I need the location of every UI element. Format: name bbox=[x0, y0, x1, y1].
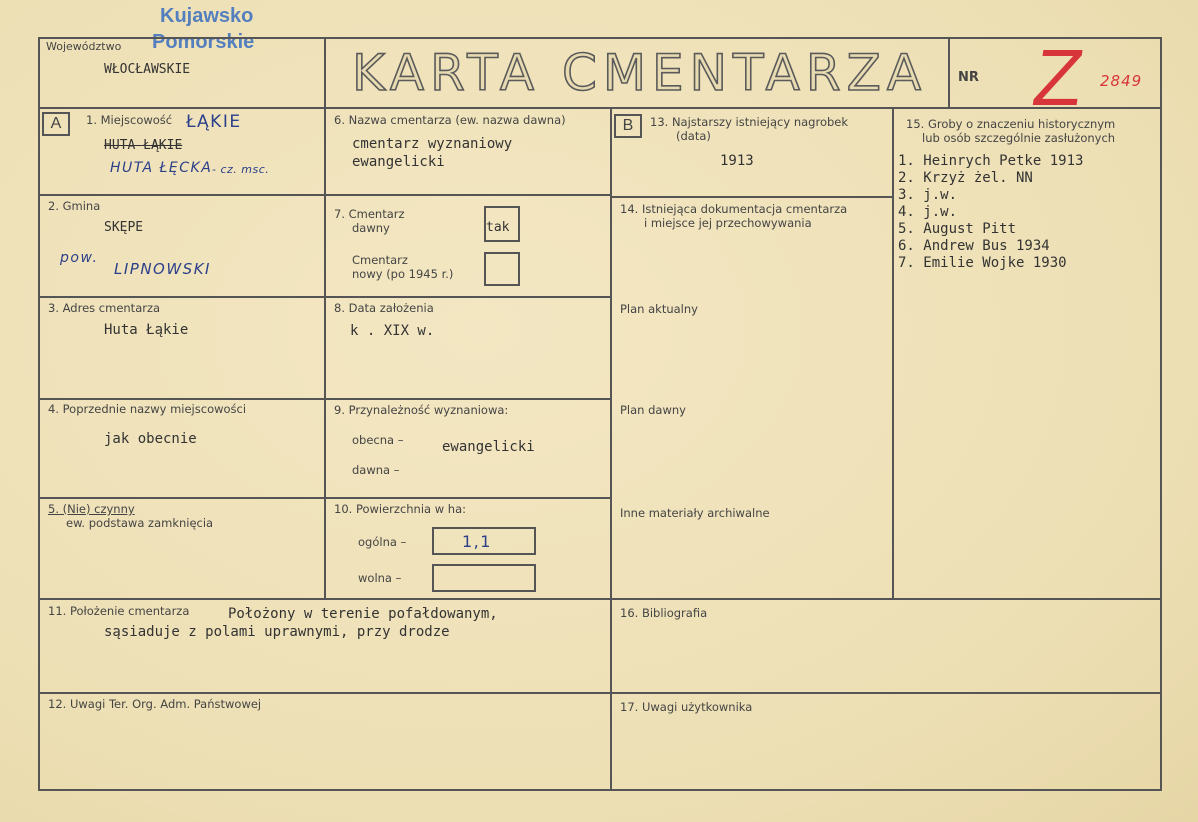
field-14-sublabel: i miejsce jej przechowywania bbox=[644, 216, 812, 230]
field-6-value-line1: cmentarz wyznaniowy bbox=[352, 136, 513, 152]
plan-aktualny-label: Plan aktualny bbox=[620, 302, 698, 316]
divider bbox=[38, 598, 1162, 600]
obecna-label: obecna – bbox=[352, 433, 404, 447]
dawny-value: tak bbox=[486, 220, 510, 235]
field-15-sublabel: lub osób szczególnie zasłużonych bbox=[922, 131, 1116, 145]
grave-entry: 4. j.w. bbox=[898, 204, 958, 220]
field-7b-sublabel: nowy (po 1945 r.) bbox=[352, 267, 454, 281]
field-17-label: 17. Uwagi użytkownika bbox=[620, 700, 753, 714]
divider bbox=[38, 107, 1162, 109]
record-number: 2849 bbox=[1100, 72, 1143, 90]
nowy-checkbox bbox=[484, 252, 520, 286]
divider bbox=[610, 107, 612, 791]
field-9-label: 9. Przynależność wyznaniowa: bbox=[334, 403, 509, 417]
field-1-handwritten: ŁĄKIE bbox=[186, 112, 242, 132]
card-title: KARTA CMENTARZA bbox=[352, 44, 928, 102]
plan-dawny-label: Plan dawny bbox=[620, 403, 686, 417]
nr-label: NR bbox=[958, 70, 979, 85]
grave-entry: 2. Krzyż żel. NN bbox=[898, 170, 1033, 186]
field-4-value: jak obecnie bbox=[104, 431, 197, 447]
divider bbox=[38, 692, 1162, 694]
field-13-label: 13. Najstarszy istniejący nagrobek bbox=[650, 115, 849, 129]
obecna-value: ewangelicki bbox=[442, 439, 535, 455]
wolna-label: wolna – bbox=[358, 571, 402, 585]
grave-entry: 7. Emilie Wojke 1930 bbox=[898, 255, 1067, 271]
field-3-label: 3. Adres cmentarza bbox=[48, 301, 161, 315]
inne-materialy-label: Inne materiały archiwalne bbox=[620, 506, 770, 520]
field-5-sublabel: ew. podstawa zamknięcia bbox=[66, 516, 214, 530]
field-6-value-line2: ewangelicki bbox=[352, 154, 445, 170]
graves-list bbox=[898, 153, 1083, 272]
field-2-pow: pow. bbox=[60, 250, 99, 266]
grave-entry: 1. Heinrych Petke 1913 bbox=[898, 153, 1084, 169]
field-1-handwritten-name: HUTA ŁĘCKA bbox=[110, 160, 213, 176]
wojewodztwo-value: WŁOCŁAWSKIE bbox=[104, 62, 191, 77]
ogolna-label: ogólna – bbox=[358, 535, 407, 549]
section-a-box: A bbox=[42, 112, 70, 136]
field-7-label: 7. Cmentarz bbox=[334, 207, 405, 221]
field-8-label: 8. Data założenia bbox=[334, 301, 434, 315]
field-11-label: 11. Położenie cmentarza bbox=[48, 604, 190, 618]
grave-entry: 3. j.w. bbox=[898, 187, 958, 203]
field-11-line1: Położony w terenie pofałdowanym, bbox=[228, 606, 498, 622]
dawna-label: dawna – bbox=[352, 463, 400, 477]
divider bbox=[610, 196, 894, 198]
section-b-box: B bbox=[614, 114, 642, 138]
field-10-label: 10. Powierzchnia w ha: bbox=[334, 502, 467, 516]
field-1-typed-old: HUTA ŁĄKIE bbox=[104, 138, 183, 153]
record-letter: Z bbox=[1027, 33, 1090, 122]
region-stamp-line2: Pomorskie bbox=[152, 31, 255, 53]
field-2-value: SKĘPE bbox=[104, 220, 144, 235]
field-15-label: 15. Groby o znaczeniu historycznym bbox=[906, 117, 1116, 131]
field-6-label: 6. Nazwa cmentarza (ew. nazwa dawna) bbox=[334, 113, 566, 127]
region-stamp-line1: Kujawsko bbox=[160, 5, 254, 27]
wolna-box bbox=[432, 564, 536, 592]
divider bbox=[892, 107, 894, 598]
field-5-label: 5. (Nie) czynny bbox=[48, 502, 135, 516]
field-3-value: Huta Łąkie bbox=[104, 322, 189, 338]
field-7b-label: Cmentarz bbox=[352, 253, 408, 267]
field-14-label: 14. Istniejąca dokumentacja cmentarza bbox=[620, 202, 848, 216]
field-11-line2: sąsiaduje z polami uprawnymi, przy drodze bbox=[104, 624, 450, 640]
ogolna-value: 1,1 bbox=[462, 532, 492, 551]
wojewodztwo-label: Województwo bbox=[46, 40, 122, 53]
field-8-value: k . XIX w. bbox=[350, 323, 435, 339]
field-12-label: 12. Uwagi Ter. Org. Adm. Państwowej bbox=[48, 697, 262, 711]
field-16-label: 16. Bibliografia bbox=[620, 606, 708, 620]
field-13-value: 1913 bbox=[720, 153, 754, 169]
field-2-label: 2. Gmina bbox=[48, 199, 101, 213]
field-7-sublabel: dawny bbox=[352, 221, 390, 235]
field-1-label: 1. Miejscowość bbox=[86, 113, 173, 127]
grave-entry: 5. August Pitt bbox=[898, 221, 1017, 237]
field-4-label: 4. Poprzednie nazwy miejscowości bbox=[48, 402, 247, 416]
field-1-note: - cz. msc. bbox=[212, 163, 270, 176]
field-2-powiat: LIPNOWSKI bbox=[114, 260, 211, 278]
field-13-sublabel: (data) bbox=[676, 129, 711, 143]
grave-entry: 6. Andrew Bus 1934 bbox=[898, 238, 1050, 254]
divider bbox=[948, 37, 950, 107]
divider bbox=[324, 37, 326, 598]
